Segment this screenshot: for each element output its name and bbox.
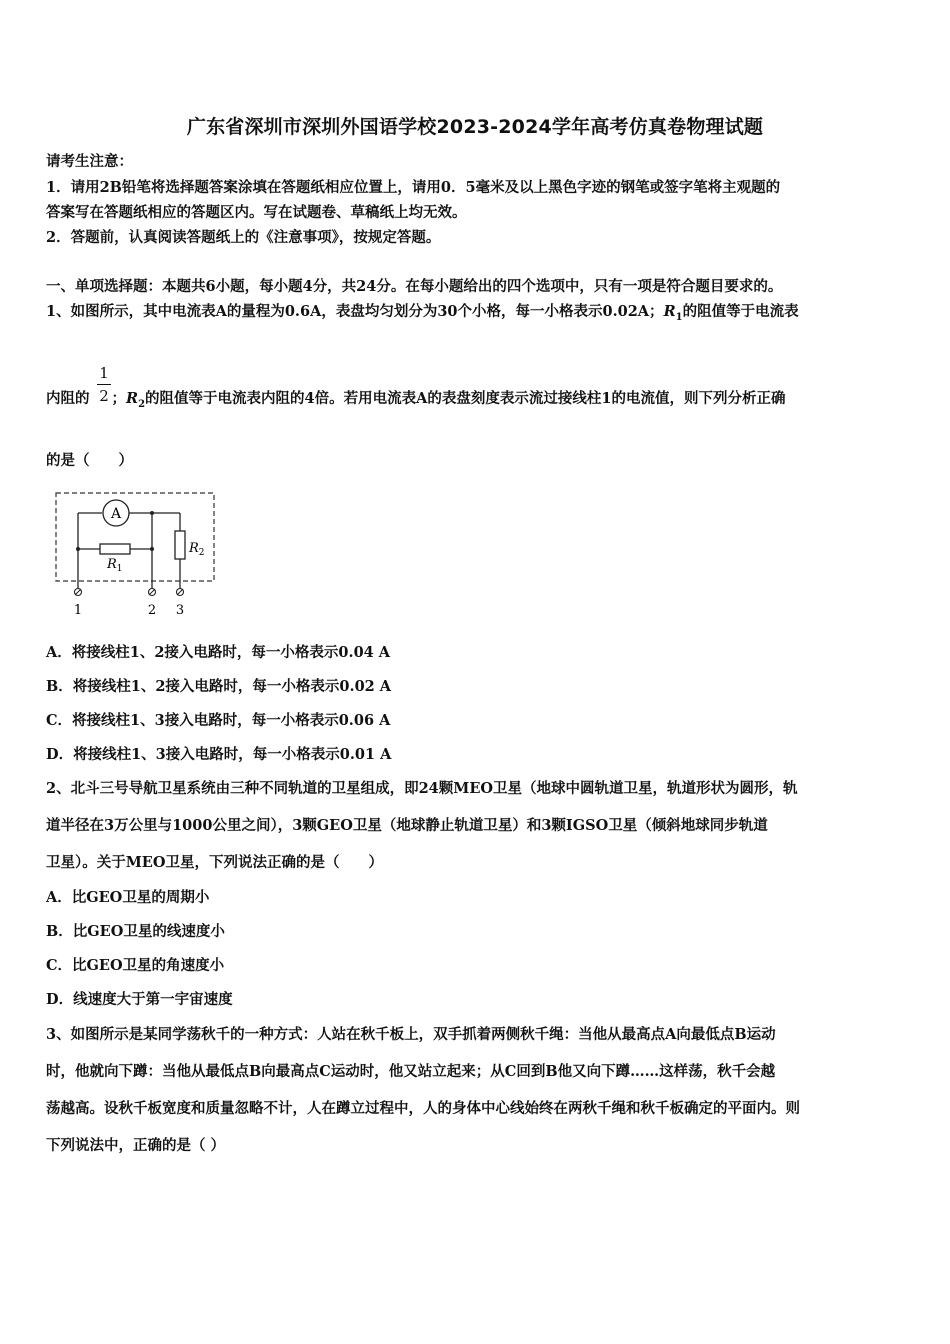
q1-text-e: 的阻值等于电流表内阻的4倍。若用电流表A的表盘刻度表示流过接线柱1的电流值，则下列分析正确 bbox=[145, 390, 786, 407]
resistor-r1 bbox=[100, 544, 130, 554]
q1-option-c: C．将接线柱1、3接入电路时，每一小格表示0.06 A bbox=[46, 712, 391, 729]
q1-option-a: A．将接线柱1、2接入电路时，每一小格表示0.04 A bbox=[46, 644, 391, 661]
terminal-2-label: 2 bbox=[147, 603, 157, 618]
q1-r2-sub: 2 bbox=[138, 398, 146, 410]
dashed-box bbox=[56, 493, 214, 581]
q2-line-2: 道半径在3万公里与1000公里之间），3颗GEO卫星（地球静止轨道卫星）和3颗IGSO卫星（倾斜地球同步轨道 bbox=[46, 817, 768, 834]
q2-option-c: C．比GEO卫星的角速度小 bbox=[46, 957, 225, 974]
q1-text-a: 1、如图所示，其中电流表A的量程为0.6A，表盘均匀划分为30个小格，每一小格表示0.02A； bbox=[46, 303, 664, 320]
q1-option-b: B．将接线柱1、2接入电路时，每一小格表示0.02 A bbox=[46, 678, 392, 695]
q1-r1-symbol: R bbox=[663, 303, 676, 320]
q1-line-1 bbox=[46, 302, 799, 328]
fraction-numerator: 1 bbox=[99, 364, 109, 382]
q2-line-3: 卫星）。关于MEO卫星，下列说法正确的是（ ） bbox=[46, 854, 383, 871]
terminal-3-label: 3 bbox=[175, 603, 185, 618]
q1-text-c: 内阻的 bbox=[46, 390, 90, 407]
q3-line-1: 3、如图所示是某同学荡秋千的一种方式：人站在秋千板上，双手抓着两侧秋千绳：当他从最高点A向最低点B运动 bbox=[46, 1026, 776, 1043]
circuit-diagram bbox=[52, 488, 222, 620]
ammeter-label: A bbox=[110, 506, 122, 522]
page-title: 广东省深圳市深圳外国语学校2023-2024学年高考仿真卷物理试题 bbox=[186, 116, 764, 138]
notice-line-3: 2．答题前，认真阅读答题纸上的《注意事项》，按规定答题。 bbox=[46, 229, 441, 246]
junction-top bbox=[150, 511, 154, 515]
r1-label: $R_1$ bbox=[107, 557, 123, 574]
resistor-r2 bbox=[175, 531, 185, 559]
q3-line-3: 荡越高。设秋千板宽度和质量忽略不计，人在蹲立过程中，人的身体中心线始终在两秋千绳和秋千板确定的平面内。则 bbox=[46, 1100, 800, 1117]
fraction-denominator: 2 bbox=[99, 387, 109, 405]
q1-line-3: 的是（ ） bbox=[46, 452, 133, 469]
q1-r1-sub: 1 bbox=[675, 311, 683, 323]
q3-line-2: 时，他就向下蹲：当他从最低点B向最高点C运动时，他又站立起来；从C回到B他又向下蹲……这样荡，秋千会越 bbox=[46, 1063, 776, 1080]
r2-label: $R_2$ bbox=[189, 541, 205, 558]
terminal-1-label: 1 bbox=[73, 603, 83, 618]
section-heading: 一、单项选择题：本题共6小题，每小题4分，共24分。在每小题给出的四个选项中，只有一项是符合题目要求的。 bbox=[46, 278, 783, 295]
q1-line-2 bbox=[46, 389, 785, 415]
junction-right bbox=[150, 547, 154, 551]
q2-option-a: A．比GEO卫星的周期小 bbox=[46, 889, 210, 906]
notice-line-2: 答案写在答题纸相应的答题区内。写在试题卷、草稿纸上均无效。 bbox=[46, 204, 467, 221]
q2-option-d: D．线速度大于第一宇宙速度 bbox=[46, 991, 233, 1008]
q1-option-d: D．将接线柱1、3接入电路时，每一小格表示0.01 A bbox=[46, 746, 392, 763]
q1-text-d: ； bbox=[111, 390, 126, 407]
notice-heading: 请考生注意： bbox=[46, 153, 133, 170]
q2-line-1: 2、北斗三号导航卫星系统由三种不同轨道的卫星组成，即24颗MEO卫星（地球中圆轨道卫星，轨道形状为圆形，轨 bbox=[46, 780, 798, 797]
junction-left bbox=[76, 547, 80, 551]
fraction-bar bbox=[97, 384, 111, 385]
q1-text-b: 的阻值等于电流表 bbox=[682, 303, 799, 320]
q3-line-4: 下列说法中，正确的是（ ） bbox=[46, 1137, 226, 1154]
q1-r2-symbol: R bbox=[126, 390, 139, 407]
notice-line-1: 1．请用2B铅笔将选择题答案涂填在答题纸相应位置上，请用0．5毫米及以上黑色字迹的钢笔或签字笔将主观题的 bbox=[46, 179, 781, 196]
q2-option-b: B．比GEO卫星的线速度小 bbox=[46, 923, 225, 940]
